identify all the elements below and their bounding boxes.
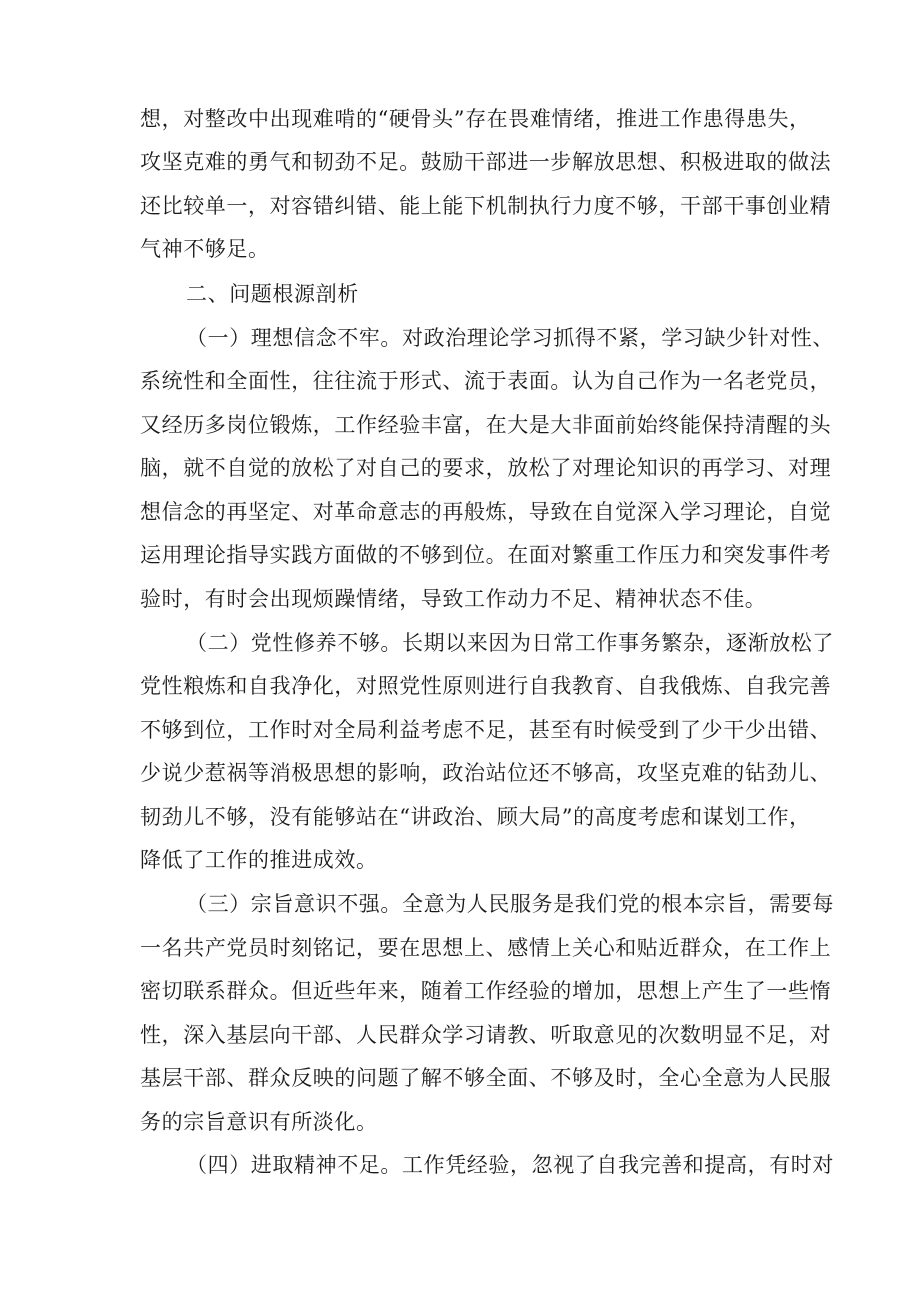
paragraph-line: 想，对整改中出现难啃的“硬骨头”存在畏难情绪，推进工作患得患失， [140, 107, 811, 131]
paragraph-line: 务的宗旨意识有所淡化。 [140, 1110, 378, 1134]
paragraph-line: 韧劲儿不够，没有能够站在“讲政治、顾大局”的高度考虑和谋划工作， [140, 805, 811, 829]
section-heading: 二、问题根源剖析 [186, 282, 359, 306]
paragraph-line: 脑，就不自觉的放松了对自己的要求，放松了对理论知识的再学习、对理 [140, 456, 832, 480]
paragraph-line: 一名共产党员时刻铭记，要在思想上、感情上关心和贴近群众，在工作上 [140, 936, 832, 960]
paragraph-line: （四）进取精神不足。工作凭经验，忽视了自我完善和提高，有时对 [186, 1153, 834, 1177]
paragraph-line: （一）理想信念不牢。对政治理论学习抓得不紧，学习缺少针对性、 [186, 326, 834, 350]
paragraph-line: 基层干部、群众反映的问题了解不够全面、不够及时，全心全意为人民服 [140, 1066, 832, 1090]
paragraph-line: （三）宗旨意识不强。全意为人民服务是我们党的根本宗旨，需要每 [186, 892, 834, 916]
paragraph-line: 党性粮炼和自我净化，对照党性原则进行自我教育、自我俄炼、自我完善 [140, 674, 832, 698]
paragraph-line: 密切联系群众。但近些年来，随着工作经验的增加，思想上产生了一些惰 [140, 979, 832, 1003]
paragraph-line: （二）党性修养不够。长期以来因为日常工作事务繁杂，逐渐放松了 [186, 631, 834, 655]
paragraph-line: 想信念的再坚定、对革命意志的再般炼，导致在自觉深入学习理论，自觉 [140, 500, 832, 524]
paragraph-line: 气神不够足。 [140, 237, 270, 261]
paragraph-line: 又经历多岗位锻炼，工作经验丰富，在大是大非面前始终能保持清醒的头 [140, 413, 832, 437]
paragraph-line: 不够到位，工作时对全局利益考虑不足，甚至有时候受到了少干少出错、 [140, 718, 832, 742]
paragraph-line: 少说少惹祸等消极思想的影响，政治站位还不够高，攻坚克难的钻劲儿、 [140, 761, 832, 785]
paragraph-line: 系统性和全面性，往往流于形式、流于表面。认为自己作为一名老党员， [140, 369, 832, 393]
paragraph-line: 验时，有时会出现烦躁情绪，导致工作动力不足、精神状态不佳。 [140, 587, 767, 611]
paragraph-line: 攻坚克难的勇气和韧劲不足。鼓励干部进一步解放思想、积极进取的做法 [140, 150, 832, 174]
paragraph-line: 还比较单一，对容错纠错、能上能下机制执行力度不够，干部干事创业精 [140, 194, 832, 218]
paragraph-line: 降低了工作的推进成效。 [140, 848, 378, 872]
paragraph-line: 运用理论指导实践方面做的不够到位。在面对繁重工作压力和突发事件考 [140, 543, 832, 567]
paragraph-line: 性，深入基层向干部、人民群众学习请教、听取意见的次数明显不足，对 [140, 1023, 832, 1047]
